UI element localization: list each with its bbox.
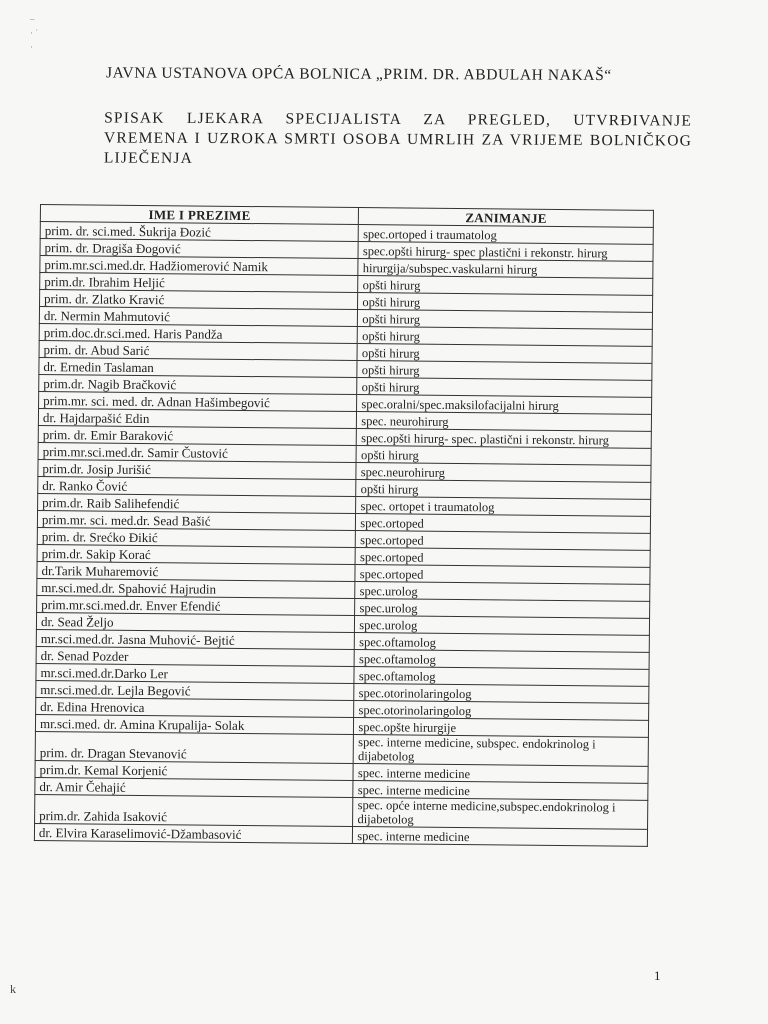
cell-name: dr. Amir Čehajić	[35, 777, 354, 797]
cell-occupation: spec.ortoped	[355, 548, 650, 568]
cell-occupation: spec.oftamolog	[354, 667, 649, 687]
cell-occupation: opšti hirurg	[356, 480, 651, 500]
cell-occupation: spec.urolog	[355, 599, 650, 619]
cell-occupation: opšti hirurg	[356, 446, 651, 466]
cell-name: prim.mr. sci. med.dr. Sead Bašić	[37, 510, 356, 530]
cell-occupation: hirurgija/subspec.vaskularni hirurg	[358, 259, 653, 279]
cell-name: prim.mr.sci.med.dr. Samir Čustović	[38, 442, 357, 462]
cell-name: prim.dr. Raib Salihefendić	[38, 493, 357, 513]
table-body	[34, 222, 653, 847]
document-subtitle: SPISAK LJEKARA SPECIJALISTA ZA PREGLED, UTVRĐIVANJE VREMENA I UZROKA SMRTI OSOBA UMRLIH ZA VRIJEME BOLNIČKOG LIJEČENJA	[103, 109, 693, 167]
cell-occupation: spec.ortoped i traumatolog	[359, 225, 654, 245]
cell-name: mr.sci.med.dr. Lejla Begović	[36, 680, 355, 700]
cell-occupation: opšti hirurg	[357, 344, 652, 364]
cell-occupation: spec.neurohirurg	[356, 463, 651, 483]
cell-occupation: spec. neurohirurg	[357, 412, 652, 432]
cell-occupation: spec.urolog	[355, 582, 650, 602]
cell-occupation: spec. ortopet i traumatolog	[356, 497, 651, 517]
cell-occupation: spec. opće interne medicine,subspec.endokrinolog i dijabetolog	[353, 798, 648, 830]
cell-name: prim.dr. Josip Jurišić	[38, 459, 357, 479]
cell-occupation: spec.oralni/spec.maksilofacijalni hirurg	[357, 395, 652, 415]
cell-name: prim.doc.dr.sci.med. Haris Pandža	[39, 323, 358, 343]
cell-name: prim. dr. Srećko Đikić	[37, 527, 356, 547]
cell-occupation: spec.ortoped	[356, 531, 651, 551]
cell-name: prim. dr. Abud Sarić	[39, 340, 358, 360]
cell-name: prim. dr. Dragiša Đogović	[40, 239, 359, 259]
cell-name: dr. Hajdarpašić Edin	[38, 408, 357, 428]
cell-occupation: opšti hirurg	[357, 378, 652, 398]
cell-occupation: opšti hirurg	[357, 361, 652, 381]
cell-occupation: opšti hirurg	[358, 293, 653, 313]
cell-occupation: opšti hirurg	[358, 310, 653, 330]
cell-occupation: spec.opšti hirurg- spec. plastični i rekonstr. hirurg	[357, 429, 652, 449]
cell-occupation: spec. interne medicine	[353, 781, 648, 801]
cell-name: prim.mr. sci. med. dr. Adnan Hašimbegović	[39, 391, 358, 411]
cell-occupation: spec.opšte hirurgije	[354, 718, 649, 738]
cell-occupation: spec.oftamolog	[354, 650, 649, 670]
cell-name: mr.sci.med.dr. Spahović Hajrudin	[37, 578, 356, 598]
cell-name: dr. Ernedin Taslaman	[39, 357, 358, 377]
page-number: 1	[654, 968, 661, 983]
cell-name: dr.Tarik Muharemović	[37, 561, 356, 581]
cell-occupation: spec.oftamolog	[355, 633, 650, 653]
column-header-occupation: ZANIMANJE	[359, 208, 654, 228]
cell-name: prim. dr. Zlatko Kravić	[40, 290, 359, 310]
cell-occupation: spec. interne medicine	[353, 827, 648, 847]
cell-name: prim.mr.sci.med.dr. Enver Efendić	[37, 595, 356, 615]
cell-name: dr. Senad Pozder	[36, 646, 355, 666]
cell-name: prim.dr. Nagib Bračković	[39, 374, 358, 394]
cell-name: prim.dr. Zahida Isaković	[35, 794, 354, 826]
cell-name: mr.sci.med. dr. Amina Krupalija- Solak	[35, 714, 354, 734]
page-title: JAVNA USTANOVA OPĆA BOLNICA „PRIM. DR. ABDULAH NAKAŠ“	[105, 64, 612, 85]
cell-name: dr. Edina Hrenovica	[36, 697, 355, 717]
cell-name: prim.mr.sci.med.dr. Hadžiomerović Namik	[40, 256, 359, 276]
cell-occupation: opšti hirurg	[358, 327, 653, 347]
cell-name: prim. dr. Emir Baraković	[38, 425, 357, 445]
cell-occupation: spec.otorinolaringolog	[354, 684, 649, 704]
cell-occupation: spec. interne medicine	[353, 764, 648, 784]
cell-name: prim.dr. Ibrahim Heljić	[40, 273, 359, 293]
cell-name: dr. Ranko Čović	[38, 476, 357, 496]
cell-name: prim. dr. sci.med. Šukrija Đozić	[40, 222, 359, 242]
cell-name: dr. Elvira Karaselimović-Džambasović	[34, 823, 353, 843]
cell-name: mr.sci.med.dr. Jasna Muhović- Bejtić	[36, 629, 355, 649]
column-header-name: IME I PREZIME	[40, 205, 359, 225]
handwritten-corner-mark: k	[10, 982, 16, 996]
cell-name: prim.dr. Kemal Korjenić	[35, 760, 354, 780]
cell-occupation: spec. interne medicine, subspec. endokrinolog i dijabetolog	[354, 735, 649, 767]
cell-name: dr. Nermin Mahmutović	[39, 307, 358, 327]
cell-occupation: spec.urolog	[355, 616, 650, 636]
cell-occupation: opšti hirurg	[358, 276, 653, 296]
cell-occupation: spec.ortoped	[355, 565, 650, 585]
specialists-table	[34, 204, 654, 847]
cell-occupation: spec.ortoped	[356, 514, 651, 534]
cell-occupation: spec.opšti hirurg- spec plastični i rekonstr. hirurg	[358, 242, 653, 262]
cell-name: dr. Sead Željo	[36, 612, 355, 632]
cell-name: prim.dr. Sakip Korać	[37, 544, 356, 564]
cell-name: mr.sci.med.dr.Darko Ler	[36, 663, 355, 683]
cell-name: prim. dr. Dragan Stevanović	[35, 731, 354, 763]
cell-occupation: spec.otorinolaringolog	[354, 701, 649, 721]
scan-artifacts: – · ˙ ·	[30, 14, 39, 52]
